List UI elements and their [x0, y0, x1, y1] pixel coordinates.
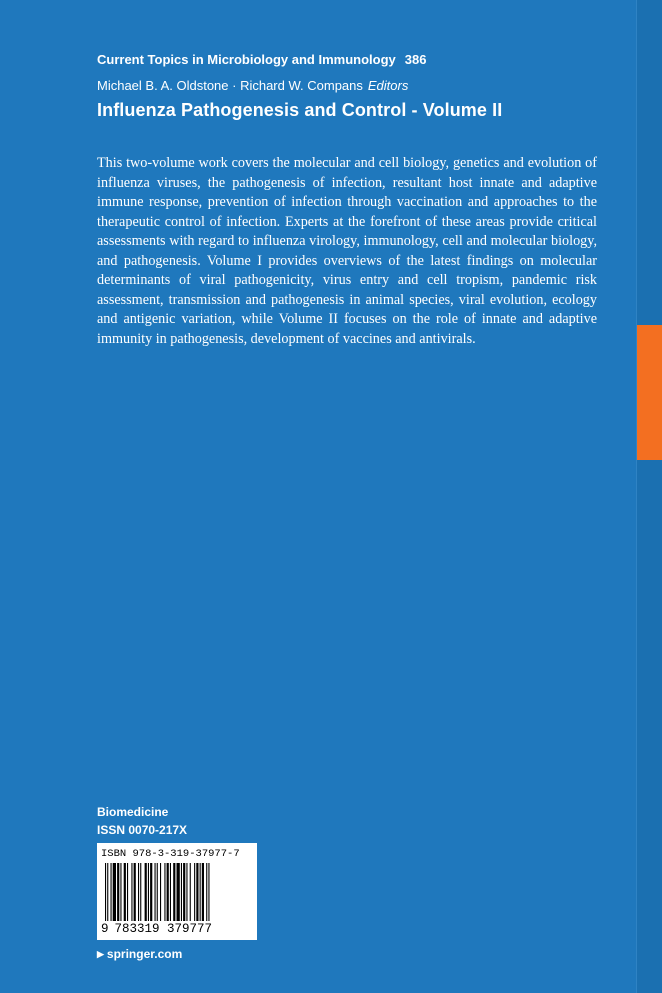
barcode — [97, 843, 257, 940]
barcode-bar — [107, 863, 108, 921]
barcode-bar — [157, 863, 158, 921]
barcode-bar — [200, 863, 201, 921]
editors-line — [97, 78, 617, 93]
barcode-bar — [134, 863, 136, 921]
barcode-bar — [140, 863, 141, 921]
barcode-bar — [177, 863, 180, 921]
series-header — [97, 52, 617, 67]
barcode-bar — [120, 863, 121, 921]
barcode-bar — [190, 863, 191, 921]
barcode-bar — [155, 863, 156, 921]
issn-number: ISSN 0070-217X — [97, 823, 188, 837]
barcode-bar — [186, 863, 187, 921]
barcode-bar — [145, 863, 147, 921]
barcode-bar — [127, 863, 128, 921]
subject-category: Biomedicine — [97, 805, 169, 819]
barcode-bar — [183, 863, 185, 921]
arrow-right-icon: ▶ — [97, 949, 104, 959]
barcode-bar — [181, 863, 182, 921]
barcode-bar — [160, 863, 161, 921]
series-volume: 386 — [404, 52, 427, 67]
barcode-bar — [170, 863, 171, 921]
barcode-bar — [105, 863, 106, 921]
barcode-bars — [105, 863, 251, 921]
accent-tab — [637, 325, 662, 460]
barcode-digits-row — [101, 922, 257, 936]
barcode-bar — [196, 863, 198, 921]
barcode-bar — [131, 863, 132, 921]
barcode-bar — [138, 863, 139, 921]
book-title: Influenza Pathogenesis and Control - Volume II — [97, 100, 503, 120]
barcode-bar — [111, 863, 112, 921]
barcode-bar — [194, 863, 195, 921]
barcode-bar — [113, 863, 116, 921]
barcode-bar — [148, 863, 149, 921]
editor-names: Michael B. A. Oldstone · Richard W. Compans — [97, 78, 363, 93]
barcode-lead-digit: 9 — [101, 922, 109, 936]
barcode-bar — [164, 863, 165, 921]
barcode-bar — [167, 863, 169, 921]
barcode-bar — [150, 863, 152, 921]
publisher-link-text: springer.com — [106, 947, 183, 961]
series-name: Current Topics in Microbiology and Immunology — [97, 52, 396, 67]
cover-edge-strip — [636, 0, 662, 993]
barcode-bar — [208, 863, 209, 921]
publisher-link[interactable] — [97, 947, 182, 961]
isbn-label: ISBN 978-3-319-37977-7 — [101, 848, 240, 860]
barcode-bar — [202, 863, 204, 921]
barcode-digits: 783319 379777 — [114, 922, 213, 936]
barcode-bar — [117, 863, 119, 921]
barcode-bar — [124, 863, 126, 921]
editors-role: Editors — [367, 78, 409, 93]
book-description: This two-volume work covers the molecular and cell biology, genetics and evolution of influenza viruses, the pathogenesis of infection, resultant host innate and adaptive immune response, prevention of infection through vaccination and approaches to the therapeutic control of infection. Experts at the forefront of these areas provide critical assessments with regard to influenza virology, immunology, cell and molecular biology, and pathogenesis. Volume I provides overviews of the latest findings on molecular determinants of viral pathogenicity, virus entry and cell tropism, pandemic risk assessment, transmission and pathogenesis in animal species, viral evolution, ecology and antigenic variation, while Volume II focuses on the role of innate and adaptive immunity in pathogenesis, development of vaccines and antivirals. — [97, 155, 597, 347]
barcode-bar — [173, 863, 175, 921]
barcode-bar — [206, 863, 207, 921]
